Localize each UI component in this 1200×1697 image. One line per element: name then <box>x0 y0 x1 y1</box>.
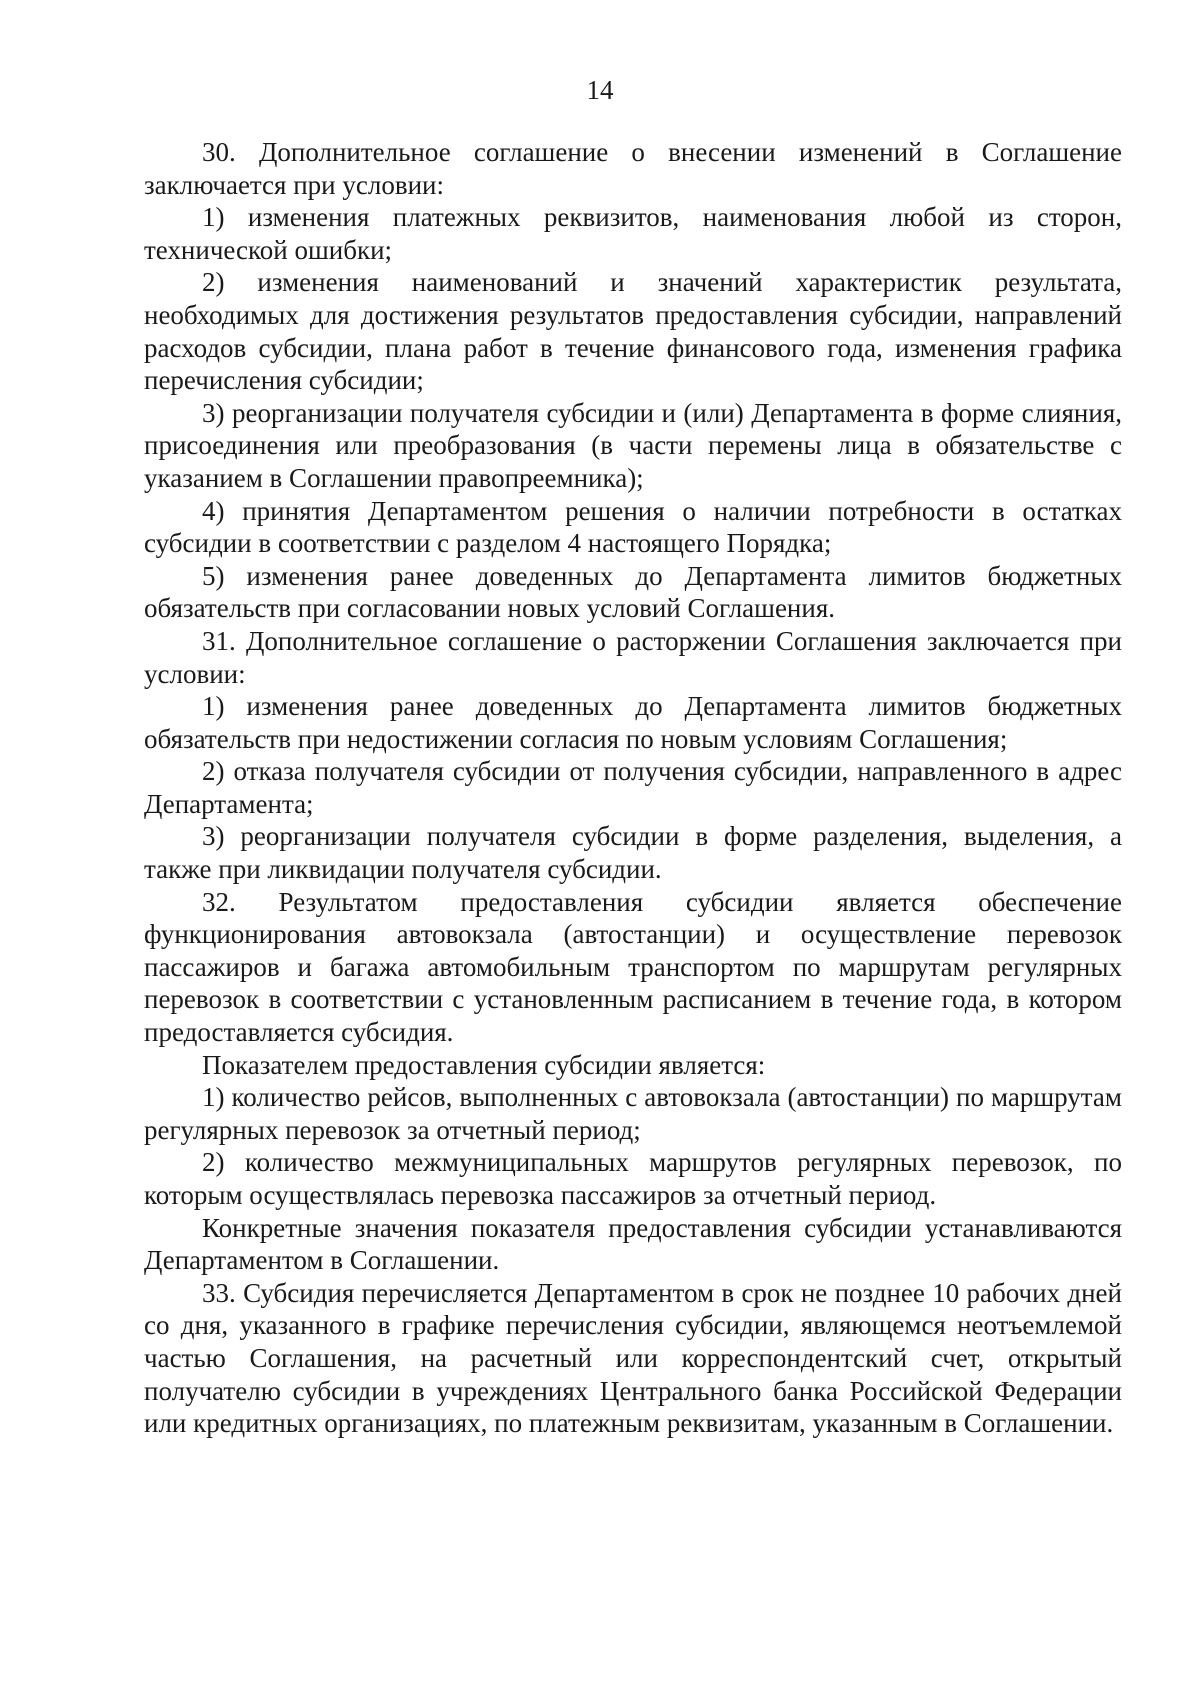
paragraph-30-item-1: 1) изменения платежных реквизитов, наименования любой из сторон, технической ошибки; <box>144 202 1122 265</box>
paragraph-32-values: Конкретные значения показателя предоставления субсидии устанавливаются Департаментом в Соглашении. <box>144 1212 1122 1276</box>
paragraph-31-item-1: 1) изменения ранее доведенных до Департамента лимитов бюджетных обязательств при недостижении согласия по новым условиям Соглашения; <box>144 691 1122 754</box>
paragraph-32-indicator-2: 2) количество межмуниципальных маршрутов регулярных перевозок, по которым осуществлялась перевозка пассажиров за отчетный период. <box>144 1147 1122 1210</box>
paragraph-32-indicator-intro: Показателем предоставления субсидии является: <box>202 1049 766 1080</box>
paragraph-30-item-5: 5) изменения ранее доведенных до Департамента лимитов бюджетных обязательств при согласовании новых условий Соглашения. <box>144 560 1122 624</box>
paragraph-30-item-4: 4) принятия Департаментом решения о наличии потребности в остатках субсидии в соответствии с разделом 4 настоящего Порядка; <box>144 495 1122 559</box>
paragraph-31: 31. Дополнительное соглашение о расторжении Соглашения заключается при условии: <box>144 625 1122 689</box>
document-body <box>144 136 1122 1440</box>
paragraph-33: 33. Субсидия перечисляется Департаментом в срок не позднее 10 рабочих дней со дня, указанного в графике перечисления субсидии, являющемся неотъемлемой частью Соглашения, на расчетный или корреспондентский счет, открытый получателю субсидии в учреждениях Центрального банка Российской Федерации или кредитных организациях, по платежным реквизитам, указанным в Соглашении. <box>144 1277 1122 1439</box>
paragraph-31-item-3: 3) реорганизации получателя субсидии в форме разделения, выделения, а также при ликвидации получателя субсидии. <box>144 821 1122 885</box>
paragraph-30-item-2: 2) изменения наименований и значений характеристик результата, необходимых для достижения результатов предоставления субсидии, направлений расходов субсидии, плана работ в течение финансового года, изменения графика перечисления субсидии; <box>144 267 1122 396</box>
paragraph-30-item-3: 3) реорганизации получателя субсидии и (или) Департамента в форме слияния, присоединения или преобразования (в части перемены лица в обязательстве с указанием в Соглашении правопреемника); <box>144 397 1122 493</box>
page-number: 14 <box>586 75 614 105</box>
paragraph-32: 32. Результатом предоставления субсидии является обеспечение функционирования автовокзала (автостанции) и осуществление перевозок пассажиров и багажа автомобильным транспортом по маршрутам регулярных перевозок в соответствии с установленным расписанием в течение года, в котором предоставляется субсидия. <box>144 886 1122 1048</box>
paragraph-30: 30. Дополнительное соглашение о внесении изменений в Соглашение заключается при условии: <box>144 137 1122 200</box>
paragraph-32-indicator-1: 1) количество рейсов, выполненных с автовокзала (автостанции) по маршрутам регулярных перевозок за отчетный период; <box>144 1082 1122 1145</box>
paragraph-31-item-2: 2) отказа получателя субсидии от получения субсидии, направленного в адрес Департамента; <box>144 756 1122 819</box>
